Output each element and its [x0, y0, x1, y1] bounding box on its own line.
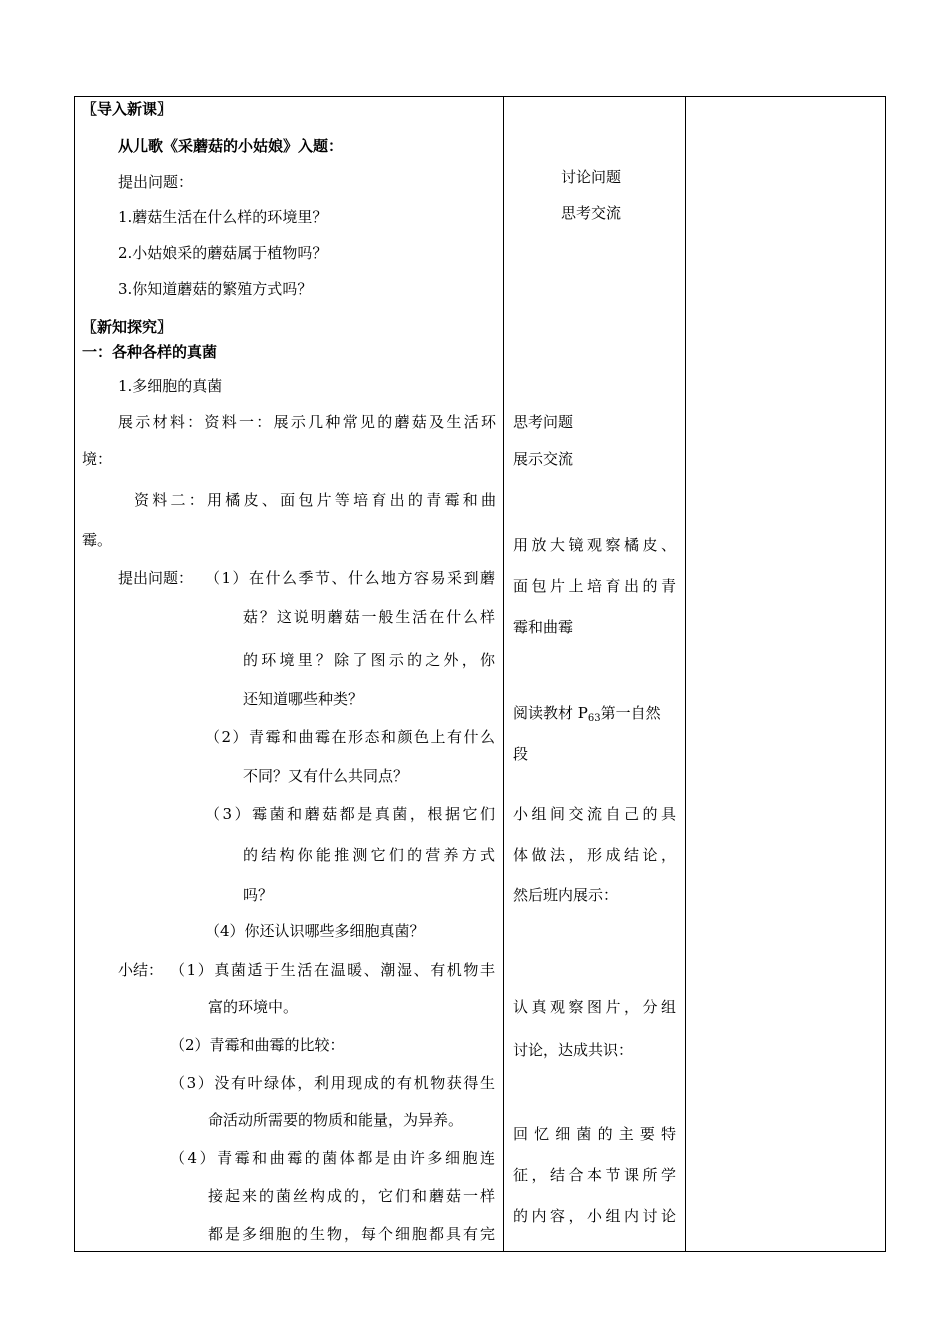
intro-subtitle: 从儿歌《采蘑菇的小姑娘》入题： — [118, 137, 344, 155]
activity-picture-line-1: 认真观察图片，分组 — [513, 998, 676, 1016]
column-divider-2 — [685, 97, 686, 1251]
activity-show-exchange: 展示交流 — [513, 450, 574, 468]
question-2-line-2: 不同？又有什么共同点？ — [243, 767, 409, 785]
question-1-line-1: （1）在什么季节、什么地方容易采到蘑 — [205, 569, 495, 587]
question-3-line-1: （3）霉菌和蘑菇都是真菌，根据它们 — [205, 805, 495, 823]
activity-observe-line-2: 面包片上培育出的青 — [513, 577, 676, 595]
material-1-line-2: 境： — [82, 450, 113, 468]
intro-question-2: 2.小姑娘采的蘑菇属于植物吗？ — [118, 244, 328, 262]
column-divider-1 — [503, 97, 504, 1251]
intro-question-1: 1.蘑菇生活在什么样的环境里？ — [118, 208, 328, 226]
question-3-line-2: 的结构你能推测它们的营养方式 — [243, 846, 495, 864]
material-1-line-1: 展示材料：资料一：展示几种常见的蘑菇及生活环 — [118, 413, 496, 431]
activity-read-line-1: 阅读教材 $P_{63}$第一自然 — [513, 704, 661, 724]
question-3-line-3: 吗？ — [243, 886, 274, 904]
intro-heading: 〖导入新课〗 — [82, 100, 173, 118]
activity-group-line-1: 小组间交流自己的具 — [513, 805, 676, 823]
subsection-title: 1.多细胞的真菌 — [118, 377, 223, 395]
question-1-line-3: 的环境里？除了图示的之外，你 — [243, 651, 495, 669]
summary-label: 小结： — [118, 961, 164, 979]
intro-ask-label: 提出问题： — [118, 173, 194, 191]
explore-heading: 〖新知探究〗 — [82, 318, 173, 336]
activity-observe-line-3: 霉和曲霉 — [513, 618, 574, 636]
activity-group-line-2: 体做法，形成结论， — [513, 846, 676, 864]
material-2-line-2: 霉。 — [82, 531, 113, 549]
activity-read-line-2: 段 — [513, 745, 529, 763]
intro-question-3: 3.你知道蘑菇的繁殖方式吗？ — [118, 280, 313, 298]
question-1-line-2: 菇？这说明蘑菇一般生活在什么样 — [243, 608, 495, 626]
question-4-line-1: （4）你还认识哪些多细胞真菌？ — [205, 922, 425, 940]
question-1-line-4: 还知道哪些种类？ — [243, 690, 364, 708]
material-2-line-1: 资料二：用橘皮、面包片等培育出的青霉和曲 — [134, 491, 496, 509]
summary-4-line-2: 接起来的菌丝构成的，它们和蘑菇一样 — [208, 1187, 495, 1205]
summary-4-line-3: 都是多细胞的生物，每个细胞都具有完 — [208, 1225, 495, 1243]
activity-recall-line-2: 征，结合本节课所学 — [513, 1166, 676, 1184]
activity-group-line-3: 然后班内展示： — [513, 886, 619, 904]
activity-discuss: 讨论问题 — [561, 168, 622, 186]
activity-observe-line-1: 用放大镜观察橘皮、 — [513, 536, 676, 554]
summary-2-line-1: （2）青霉和曲霉的比较： — [170, 1036, 345, 1054]
summary-4-line-1: （4）青霉和曲霉的菌体都是由许多细胞连 — [170, 1149, 495, 1167]
activity-recall-line-3: 的内容，小组内讨论 — [513, 1207, 676, 1225]
activity-recall-line-1: 回忆细菌的主要特 — [513, 1125, 676, 1143]
summary-3-line-2: 命活动所需要的物质和能量，为异养。 — [208, 1111, 464, 1129]
summary-1-line-2: 富的环境中。 — [208, 998, 299, 1016]
activity-think-questions: 思考问题 — [513, 413, 574, 431]
question-2-line-1: （2）青霉和曲霉在形态和颜色上有什么 — [205, 728, 495, 746]
activity-think: 思考交流 — [561, 204, 622, 222]
summary-3-line-1: （3）没有叶绿体，利用现成的有机物获得生 — [170, 1074, 495, 1092]
summary-1-line-1: （1）真菌适于生活在温暖、潮湿、有机物丰 — [170, 961, 495, 979]
activity-picture-line-2: 讨论，达成共识： — [513, 1041, 634, 1059]
questions-label: 提出问题： — [118, 569, 194, 587]
section-title: 一：各种各样的真菌 — [82, 343, 218, 361]
